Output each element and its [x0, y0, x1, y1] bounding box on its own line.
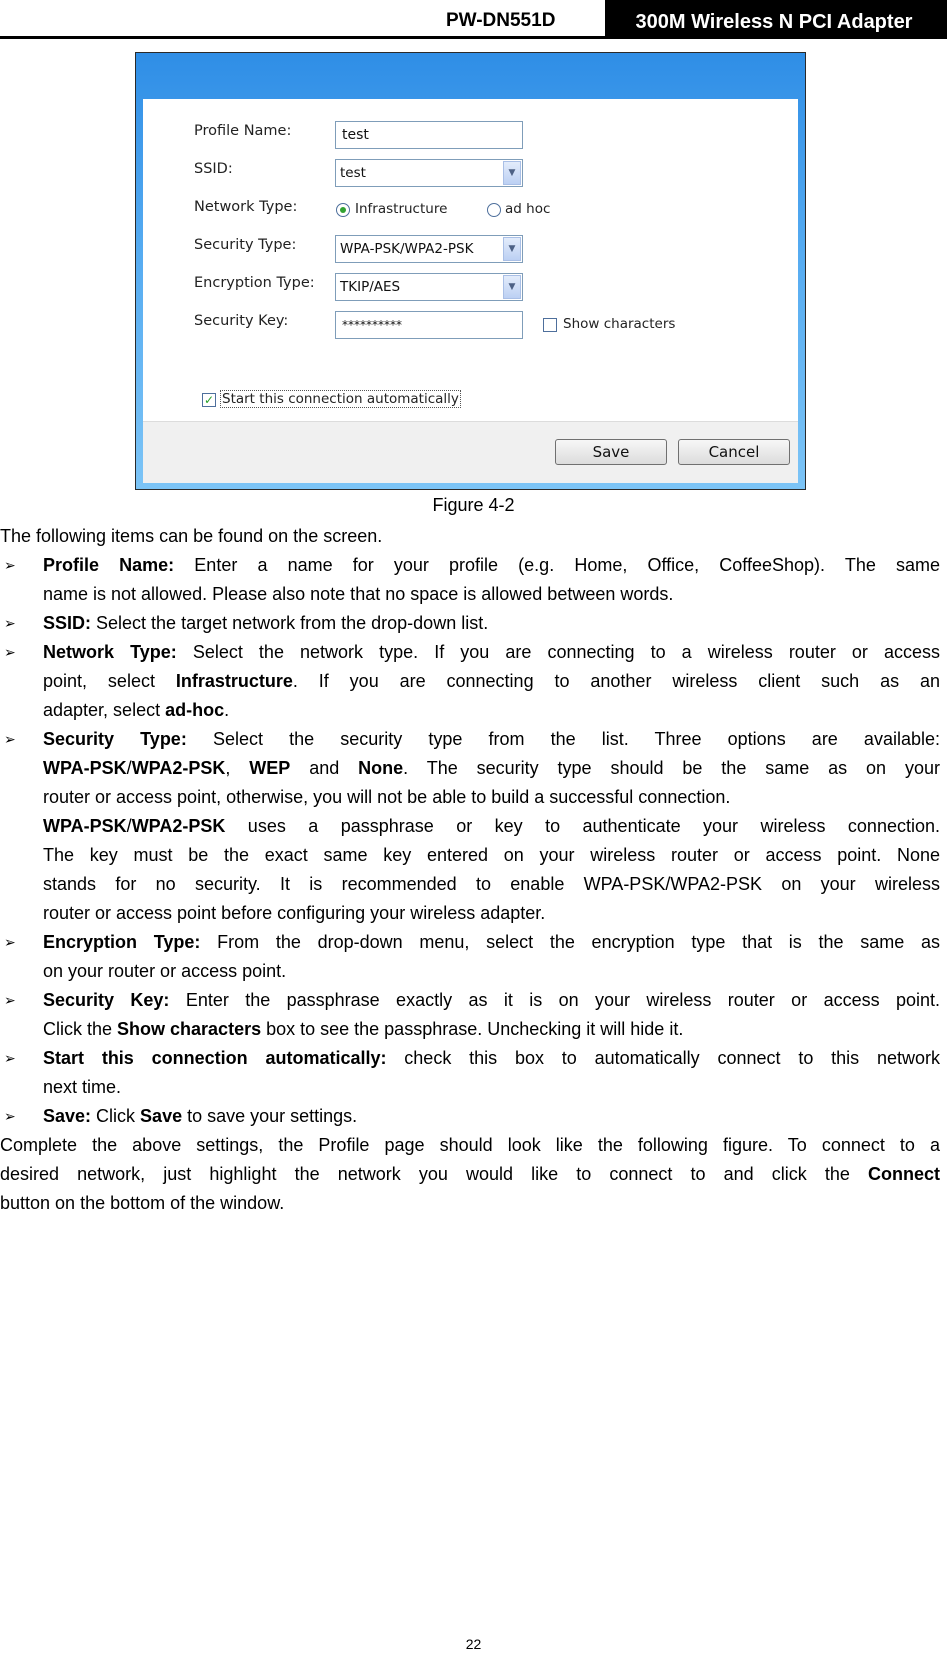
profile-dialog	[135, 52, 806, 490]
auto-connect-checkbox[interactable]	[202, 393, 216, 407]
chevron-down-icon[interactable]: ▼	[503, 275, 521, 299]
bullet-marker: ➢	[4, 557, 16, 573]
item-security-key: Security Key: Enter the passphrase exactly as it is on your wireless router or access point. Click the Show characters box to see the passphrase. Unchecking it will hide it.	[43, 990, 940, 1039]
header-rule	[0, 36, 947, 39]
bullet-marker: ➢	[4, 615, 16, 631]
infrastructure-radio-label: Infrastructure	[355, 201, 448, 217]
adhoc-radio-label: ad hoc	[505, 201, 551, 217]
checkmark-icon: ✓	[203, 393, 215, 407]
chevron-down-icon[interactable]: ▼	[503, 237, 521, 261]
dialog-footer	[143, 421, 798, 483]
intro-text: The following items can be found on the screen.	[0, 526, 383, 546]
ssid-value: test	[340, 165, 366, 181]
item-auto-connect: Start this connection automatically: check this box to automatically connect to this network next time.	[43, 1048, 940, 1097]
ssid-label: SSID:	[194, 161, 233, 177]
encryption-type-label: Encryption Type:	[194, 275, 315, 291]
bullet-marker: ➢	[4, 731, 16, 747]
closing-paragraph: Complete the above settings, the Profile page should look like the following figure. To connect to a desired network, just highlight the network you would like to connect to and click the Connect button on the bottom of the window.	[0, 1135, 940, 1213]
header-product: 300M Wireless N PCI Adapter	[605, 0, 947, 38]
network-type-label: Network Type:	[194, 199, 298, 215]
bullet-marker: ➢	[4, 1108, 16, 1124]
security-type-note: WPA-PSK/WPA2-PSK uses a passphrase or key to authenticate your wireless connection. The key must be the exact same key entered on your wireless router or access point. None stands for no security. It is recommended to enable WPA-PSK/WPA2-PSK on your wireless router or access point before configuring your wireless adapter.	[43, 816, 940, 923]
profile-name-input[interactable]: test	[335, 121, 523, 149]
auto-connect-label: Start this connection automatically	[222, 391, 459, 407]
cancel-button[interactable]: Cancel	[678, 439, 790, 465]
item-encryption-type: Encryption Type: From the drop-down menu, select the encryption type that is the same as on your router or access point.	[43, 932, 941, 981]
infrastructure-radio[interactable]	[336, 203, 350, 217]
item-profile-name: Profile Name: Enter a name for your profile (e.g. Home, Office, CoffeeShop). The same name is not allowed. Please also note that no space is allowed between words.	[43, 555, 940, 604]
item-security-type: Security Type: Select the security type from the list. Three options are available: WPA-PSK/WPA2-PSK, WEP and None. The security type should be the same as on your router or access point, otherwise, you will not be able to build a successful connection.	[43, 729, 940, 807]
security-key-input[interactable]: **********	[335, 311, 523, 339]
security-type-value: WPA-PSK/WPA2-PSK	[340, 241, 474, 257]
show-characters-label: Show characters	[563, 316, 676, 332]
item-network-type: Network Type: Select the network type. If you are connecting to a wireless router or access point, select Infrastructure. If you are connecting to another wireless client such as an adapter, select ad-hoc.	[43, 642, 941, 720]
item-save: Save: Click Save to save your settings.	[43, 1106, 358, 1126]
security-key-label: Security Key:	[194, 313, 289, 329]
security-type-label: Security Type:	[194, 237, 297, 253]
show-characters-checkbox[interactable]	[543, 318, 557, 332]
profile-name-label: Profile Name:	[194, 123, 292, 139]
encryption-type-select[interactable]	[335, 273, 523, 301]
adhoc-radio[interactable]	[487, 203, 501, 217]
encryption-type-value: TKIP/AES	[340, 279, 401, 295]
save-button[interactable]: Save	[555, 439, 667, 465]
page-number: 22	[465, 1636, 482, 1652]
bullet-marker: ➢	[4, 934, 16, 950]
item-ssid: SSID: Select the target network from the drop-down list.	[43, 613, 489, 633]
bullet-marker: ➢	[4, 1050, 16, 1066]
dialog-body	[143, 99, 798, 482]
page-header	[0, 0, 947, 40]
chevron-down-icon[interactable]: ▼	[503, 161, 521, 185]
bullet-marker: ➢	[4, 644, 16, 660]
security-type-select[interactable]	[335, 235, 523, 263]
header-model: PW-DN551D	[446, 10, 556, 31]
bullet-marker: ➢	[4, 992, 16, 1008]
ssid-select[interactable]	[335, 159, 523, 187]
figure-caption: Figure 4-2	[432, 495, 515, 515]
